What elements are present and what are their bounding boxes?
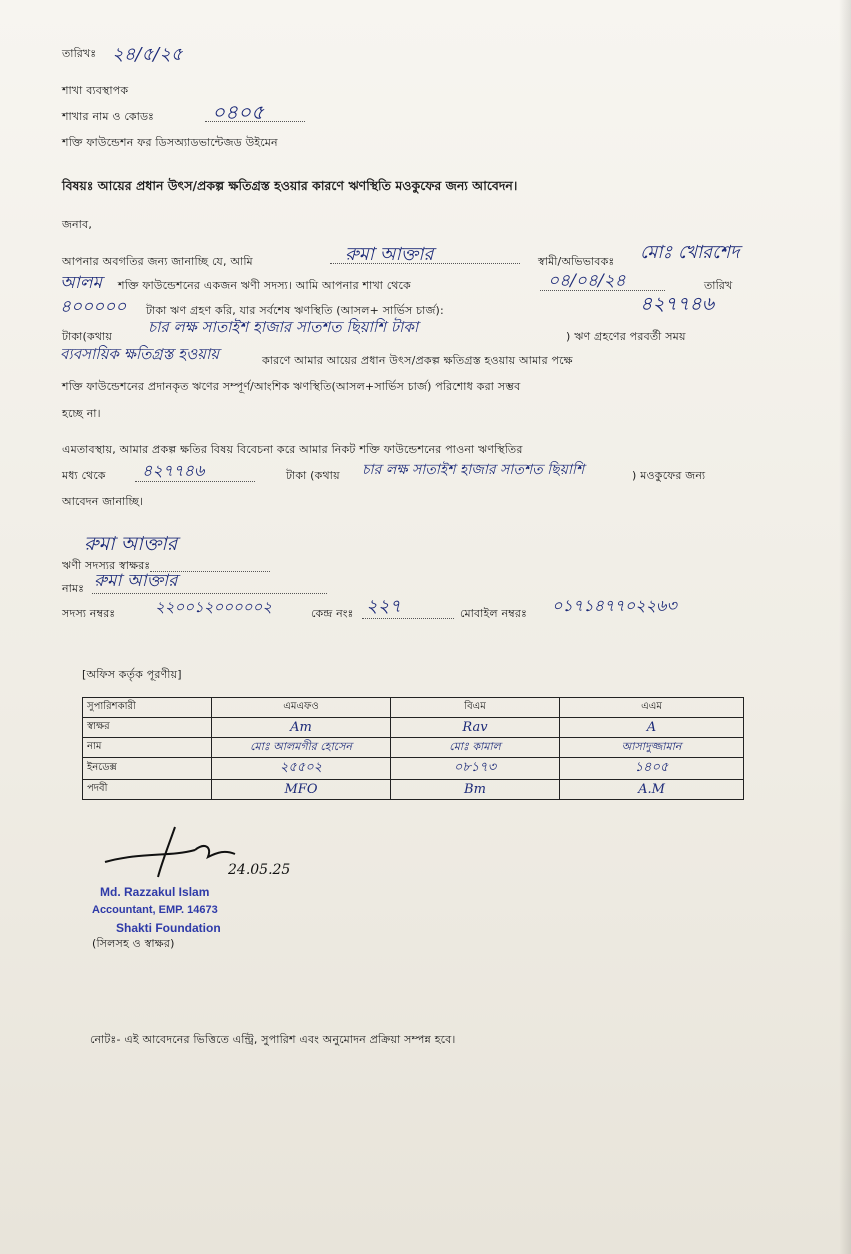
waiver-amount-line — [135, 480, 255, 482]
name-line — [92, 592, 327, 594]
date-label: তারিখঃ — [62, 47, 97, 60]
loan-date-hw: ০৪/০৪/২৪ — [548, 271, 626, 291]
date-value: ২৪/৫/২৫ — [112, 44, 183, 65]
table-cell: মোঃ আলমগীর হোসেন — [212, 738, 391, 758]
branch-name-label: শাখার নাম ও কোডঃ — [62, 110, 155, 123]
table-cell: ১৪০৫ — [560, 758, 744, 780]
table-cell: ০৮১৭৩ — [391, 758, 560, 780]
branch-manager: শাখা ব্যবস্থাপক — [62, 84, 129, 97]
table-row — [83, 718, 744, 738]
loan-amount-hw: ৪০০০০০ — [60, 297, 127, 317]
body-line-2: শক্তি ফাউন্ডেশনের একজন ঋণী সদস্য। আমি আপনার শাখা থেকে — [118, 279, 411, 292]
stamp-title: Accountant, EMP. 14673 — [92, 904, 218, 916]
stamp-org: Shakti Foundation — [116, 921, 221, 935]
table-header-row — [83, 698, 744, 718]
row-label: পদবী — [83, 780, 212, 800]
name-label: নামঃ — [62, 582, 85, 595]
centre-line — [362, 617, 454, 619]
page-edge-shadow — [839, 0, 851, 1254]
body-p2-line-3: আবেদন জানাচ্ছি। — [62, 495, 144, 508]
body-line-4a: টাকা(কথায় — [62, 330, 113, 343]
mobile-value: ০১৭১৪৭৭০২২৬৩ — [552, 596, 677, 615]
table-cell: আসাদুজ্জামান — [560, 738, 744, 758]
applicant-name-hw: রুমা আক্তার — [345, 244, 434, 265]
table-cell: MFO — [212, 780, 391, 800]
reason-hw: ব্যবসায়িক ক্ষতিগ্রস্ত হওয়ায় — [60, 345, 220, 363]
approval-table — [82, 697, 744, 800]
table-header-cell: এএম — [560, 698, 744, 718]
stamp-name: Md. Razzakul Islam — [100, 885, 210, 899]
body-line-1: আপনার অবগতির জন্য জানাচ্ছি যে, আমি — [62, 255, 253, 268]
table-row — [83, 758, 744, 780]
office-note: [অফিস কর্তৃক পূরণীয়] — [82, 668, 182, 681]
table-cell: Rav — [391, 718, 560, 738]
table-header-cell: বিএম — [391, 698, 560, 718]
waiver-words-hw: চার লক্ষ সাতাইশ হাজার সাতশত ছিয়াশি — [362, 462, 585, 478]
table-cell: ২৫৫০২ — [212, 758, 391, 780]
table-cell: A.M — [560, 780, 744, 800]
body-p2-line-2b: টাকা (কথায় — [286, 469, 340, 482]
outstanding-hw: ৪২৭৭৪৬ — [640, 293, 715, 315]
table-row — [83, 738, 744, 758]
org-line: শক্তি ফাউন্ডেশন ফর ডিসঅ্যাডভান্টেজড উইমেন — [62, 136, 278, 149]
body-line-6: শক্তি ফাউন্ডেশনের প্রদানকৃত ঋণের সম্পূর্ণ/আংশিক ঋণস্থিতি(আসল+সার্ভিস চার্জ) পরিশোধ করা সম্ভব — [62, 380, 521, 393]
body-line-7: হচ্ছে না। — [62, 407, 101, 420]
table-header-cell: এমএফও — [212, 698, 391, 718]
applicant-signature: রুমা আক্তার — [84, 533, 178, 555]
body-line-4b: ) ঋণ গ্রহণের পরবর্তী সময় — [566, 330, 686, 343]
waiver-amount-hw: ৪২৭৭৪৬ — [142, 461, 205, 480]
table-cell: A — [560, 718, 744, 738]
body-p2-line-2a: মধ্য থেকে — [62, 469, 106, 482]
row-label: স্বাক্ষর — [83, 718, 212, 738]
husband-name-hw-2: আলম — [60, 273, 102, 293]
date-word: তারিখ — [704, 279, 733, 292]
mobile-label: মোবাইল নম্বরঃ — [460, 607, 528, 620]
branch-code-line — [205, 120, 305, 122]
table-row — [83, 780, 744, 800]
table-cell: মোঃ কামাল — [391, 738, 560, 758]
centre-label: কেন্দ্র নংঃ — [311, 607, 354, 620]
applicant-name-line — [330, 262, 520, 264]
table-cell: Am — [212, 718, 391, 738]
salutation: জনাব, — [62, 218, 93, 231]
approver-date: 24.05.25 — [228, 862, 291, 878]
subject: বিষয়ঃ আয়ের প্রধান উৎস/প্রকল্প ক্ষতিগ্রস্ত হওয়ার কারণে ঋণস্থিতি মওকুফের জন্য আবেদন। — [62, 178, 518, 193]
centre-no-value: ২২৭ — [366, 596, 402, 617]
body-line-5: কারণে আমার আয়ের প্রধান উৎস/প্রকল্প ক্ষতিগ্রস্ত হওয়ায় আমার পক্ষে — [262, 354, 573, 367]
applicant-name-value: রুমা আক্তার — [94, 571, 178, 591]
body-p2-line-2c: ) মওকুফের জন্য — [632, 469, 706, 482]
seal-signature-label: (সিলসহ ও স্বাক্ষর) — [92, 937, 175, 950]
table-header-cell: সুপারিশকারী — [83, 698, 212, 718]
husband-name-hw: মোঃ খোরশেদ — [640, 242, 740, 263]
outstanding-words-hw: চার লক্ষ সাতাইশ হাজার সাতশত ছিয়াশি টাকা — [148, 318, 419, 336]
body-line-3: টাকা ঋণ গ্রহণ করি, যার সর্বশেষ ঋণস্থিতি (আসল+ সার্ভিস চার্জ): — [146, 304, 444, 317]
table-cell: Bm — [391, 780, 560, 800]
husband-label: স্বামী/অভিভাবকঃ — [538, 255, 615, 268]
row-label: ইনডেক্স — [83, 758, 212, 780]
body-p2-line-1: এমতাবস্থায়, আমার প্রকল্প ক্ষতির বিষয় বিবেচনা করে আমার নিকট শক্তি ফাউন্ডেশনের পাওনা ঋণস্থিতির — [62, 443, 523, 456]
row-label: নাম — [83, 738, 212, 758]
footer-note: নোটঃ- এই আবেদনের ভিত্তিতে এন্ট্রি, সুপারিশ এবং অনুমোদন প্রক্রিয়া সম্পন্ন হবে। — [90, 1033, 456, 1046]
member-no-value: ২২০০১২০০০০০২ — [155, 598, 273, 616]
member-no-label: সদস্য নম্বরঃ — [62, 607, 116, 620]
branch-code: ০৪০৫ — [212, 100, 264, 124]
signature-label: ঋণী সদস্যর স্বাক্ষরঃ — [62, 559, 151, 572]
